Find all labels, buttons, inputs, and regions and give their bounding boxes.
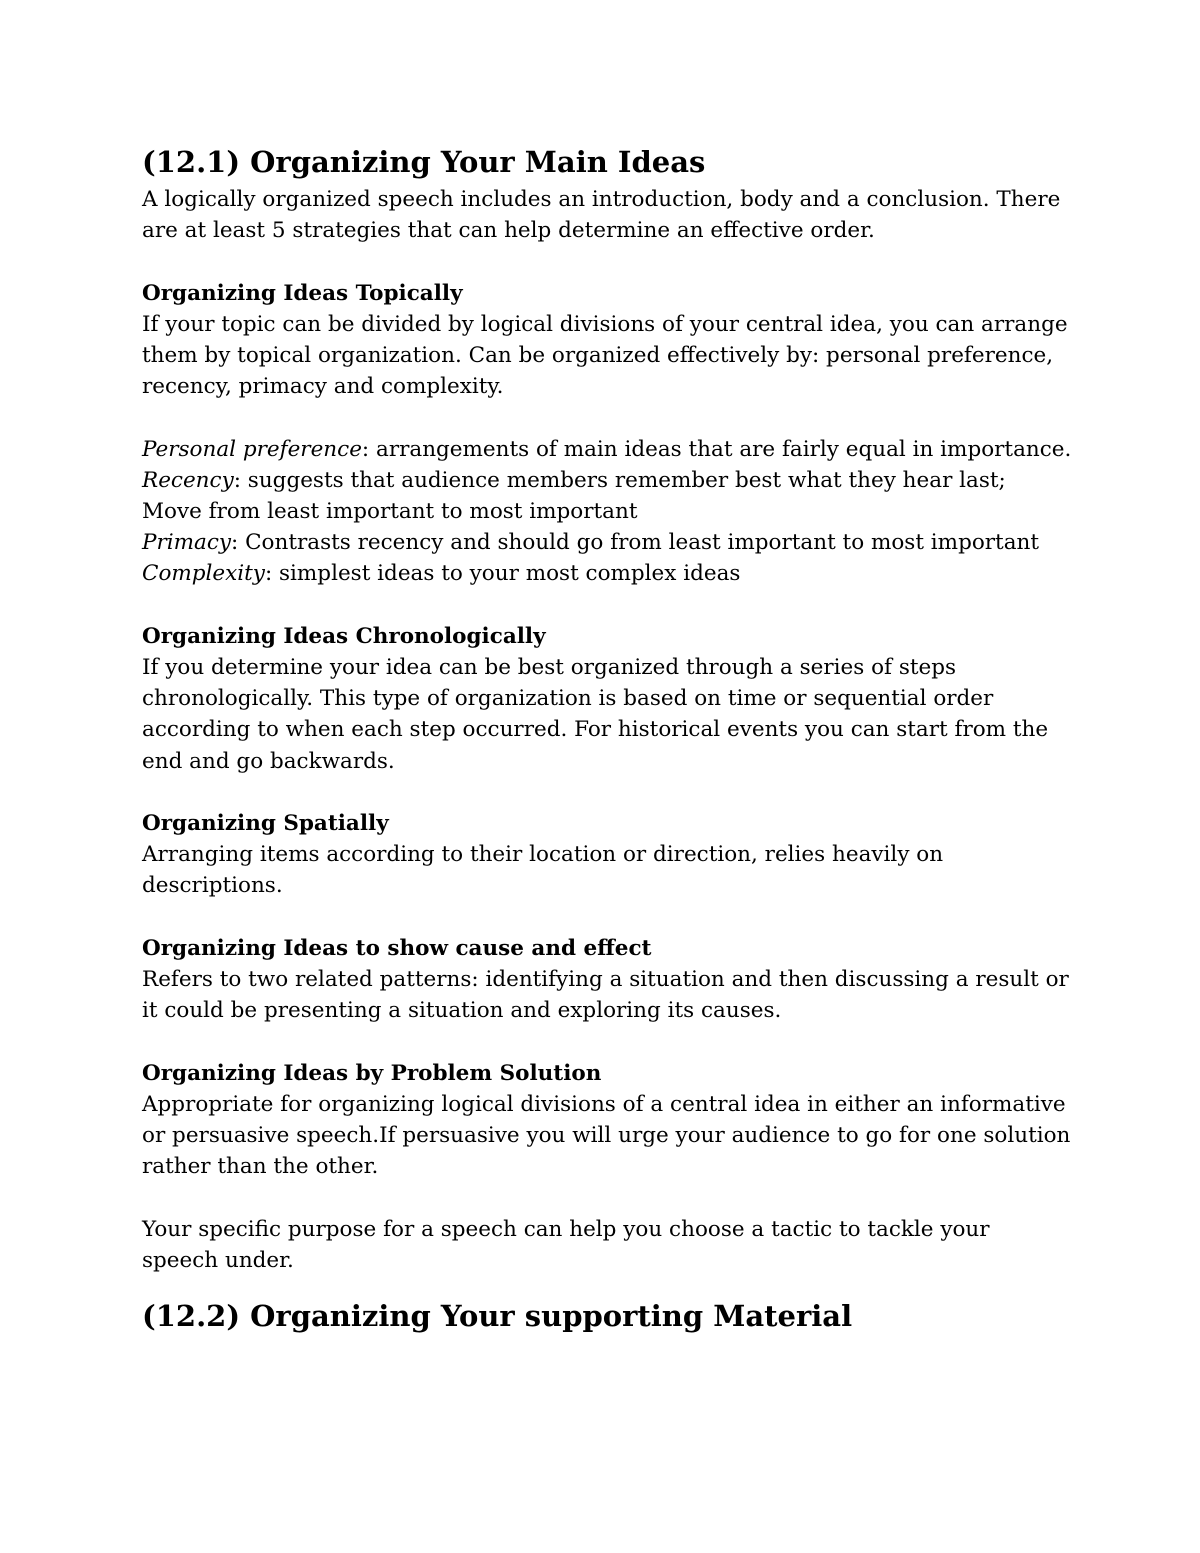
spacer bbox=[142, 590, 1072, 621]
strategy-text: : arrangements of main ideas that are fairly equal in importance. bbox=[361, 436, 1072, 462]
topical-strategies-list bbox=[142, 434, 1072, 590]
strategy-term: Recency bbox=[142, 467, 234, 493]
strategy-personal-preference bbox=[142, 434, 1072, 465]
strategy-text: : simplest ideas to your most complex ideas bbox=[264, 561, 741, 587]
strategy-term: Personal preference bbox=[142, 436, 362, 462]
subheading-spatially: Organizing Spatially bbox=[142, 811, 389, 836]
subheading-topically: Organizing Ideas Topically bbox=[142, 280, 463, 306]
subheading-cause-effect: Organizing Ideas to show cause and effect bbox=[142, 935, 652, 961]
spacer bbox=[142, 1182, 1072, 1213]
topically-paragraph: If your topic can be divided by logical divisions of your central idea, you can arrange them by topical organization. Can be organized effectively by: personal preference, recency, primacy and complexity. bbox=[142, 311, 1068, 400]
subheading-problem-solution: Organizing Ideas by Problem Solution bbox=[142, 1060, 602, 1086]
spacer bbox=[142, 246, 1072, 277]
section-title-12-2: (12.2) Organizing Your supporting Material bbox=[142, 1299, 853, 1333]
strategy-text: : Contrasts recency and should go from least important to most important bbox=[231, 530, 1039, 556]
problem-solution-paragraph: Appropriate for organizing logical divisions of a central idea in either an informative or persuasive speech.If persuasive you will urge your audience to go for one solution rather than the other. bbox=[142, 1091, 1071, 1180]
section-title-12-1: (12.1) Organizing Your Main Ideas bbox=[142, 145, 706, 179]
spacer bbox=[142, 902, 1072, 933]
spacer bbox=[142, 777, 1072, 808]
strategy-term: Complexity bbox=[142, 561, 265, 587]
spacer bbox=[142, 402, 1072, 433]
strategy-text: : suggests that audience members remember best what they hear last; Move from least important to most important bbox=[142, 467, 1006, 524]
strategy-term: Primacy bbox=[142, 530, 232, 556]
subheading-chronologically: Organizing Ideas Chronologically bbox=[142, 623, 546, 649]
strategy-primacy bbox=[142, 527, 1072, 558]
intro-paragraph: A logically organized speech includes an introduction, body and a conclusion. There are at least 5 strategies that can help determine an effective order. bbox=[142, 187, 1061, 244]
spacer bbox=[142, 1026, 1072, 1057]
strategy-complexity bbox=[142, 558, 1072, 589]
spatially-paragraph: Arranging items according to their location or direction, relies heavily on descriptions. bbox=[142, 842, 944, 899]
chronologically-paragraph: If you determine your idea can be best organized through a series of steps chronologically. This type of organization is based on time or sequential order according to when each step occurred. For historical events you can start from the end and go backwards. bbox=[142, 655, 1049, 774]
cause-effect-paragraph: Refers to two related patterns: identifying a situation and then discussing a result or it could be presenting a situation and exploring its causes. bbox=[142, 967, 1069, 1024]
document-page bbox=[142, 140, 1072, 1338]
strategy-recency bbox=[142, 465, 1072, 527]
closing-paragraph: Your specific purpose for a speech can help you choose a tactic to tackle your speech under. bbox=[142, 1216, 990, 1273]
